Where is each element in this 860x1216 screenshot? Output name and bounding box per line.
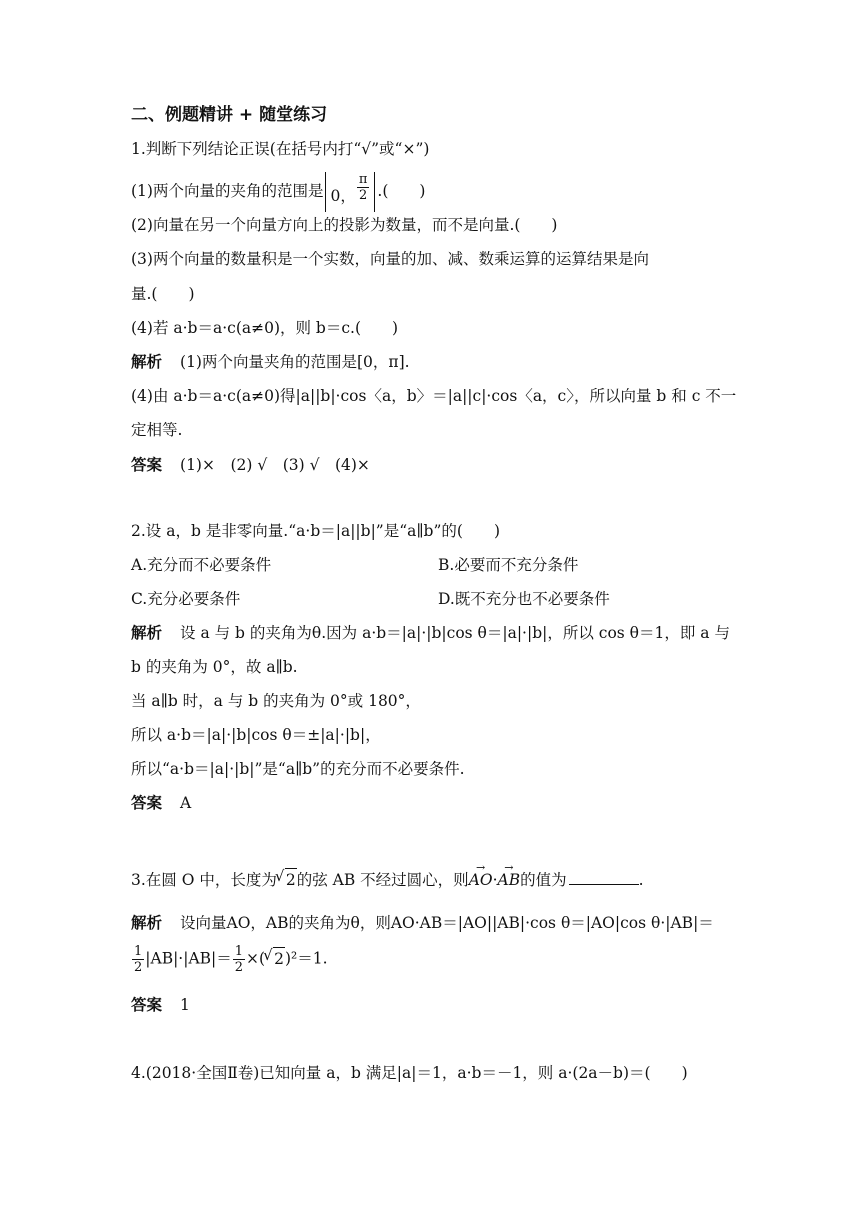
q2-option-b: B.必要而不充分条件 — [438, 556, 579, 574]
answer-label: 答案 — [131, 996, 163, 1014]
q1-statement-1 — [131, 172, 425, 212]
frac-den: 2 — [134, 960, 143, 975]
q3-analysis-text4: )²＝1. — [284, 949, 328, 968]
answer-label: 答案 — [131, 794, 163, 812]
q2-answer — [131, 792, 191, 814]
interval-left: 0， — [330, 186, 356, 205]
q2-analysis-line2: b 的夹角为 0°，故 a∥b. — [131, 658, 298, 676]
answer-blank — [569, 868, 639, 885]
q1-s1-prefix: (1)两个向量的夹角的范围是 — [131, 182, 324, 200]
q3-analysis-line1 — [131, 912, 714, 934]
q1-s1-suffix: .( ) — [377, 182, 426, 200]
sqrt-2: √ 2 — [285, 868, 297, 891]
q3-stem-mid: 的弦 AB 不经过圆心，则 — [296, 871, 469, 889]
q4-stem: 4.(2018·全国Ⅱ卷)已知向量 a，b 满足|a|＝1，a·b＝－1，则 a·(2a－b)＝( ) — [131, 1064, 688, 1082]
q2-analysis-line5: 所以“a·b＝|a|·|b|”是“a∥b”的充分而不必要条件. — [131, 760, 465, 778]
q3-analysis-text2: |AB|·|AB|＝ — [145, 949, 232, 968]
q2-option-a: A.充分而不必要条件 — [131, 556, 272, 574]
q2-option-c: C.充分必要条件 — [131, 590, 241, 608]
pi-half-fraction — [357, 172, 370, 203]
q1-statement-3b: 量.( ) — [131, 285, 195, 303]
analysis-label: 解析 — [131, 353, 163, 371]
half-fraction — [132, 944, 144, 975]
q1-statement-2: (2)向量在另一个向量方向上的投影为数量，而不是向量.( ) — [131, 216, 558, 234]
q3-analysis-text3: ×( — [246, 949, 266, 968]
frac-den: 2 — [358, 188, 368, 203]
q1-analysis-line1 — [131, 351, 410, 373]
half-fraction-2 — [233, 944, 245, 975]
q3-stem-suffix: 的值为 — [520, 871, 567, 889]
frac-den: 2 — [234, 960, 244, 975]
analysis-label: 解析 — [131, 624, 163, 642]
q2-analysis-line4: 所以 a·b＝|a|·|b|cos θ＝±|a|·|b|， — [131, 726, 381, 744]
q3-answer-text: 1 — [180, 996, 190, 1014]
vector-ao: AO → — [469, 869, 493, 891]
q1-stem: 1.判断下列结论正误(在括号内打“√”或“×”) — [131, 140, 430, 158]
q3-analysis-line2 — [131, 944, 328, 975]
q2-analysis-line3: 当 a∥b 时，a 与 b 的夹角为 0°或 180°， — [131, 692, 421, 710]
analysis-label: 解析 — [131, 914, 163, 932]
interval-bracket — [325, 172, 375, 212]
q2-option-d: D.既不充分也不必要条件 — [438, 590, 610, 608]
q1-answer-text: (1)× (2) √ (3) √ (4)× — [180, 456, 370, 474]
q3-analysis-text1: 设向量AO，AB的夹角为θ，则AO·AB＝|AO||AB|·cos θ＝|AO|cos θ·|AB|＝ — [180, 914, 714, 932]
answer-label: 答案 — [131, 456, 163, 474]
vector-ab: AB → — [498, 869, 521, 891]
q1-statement-4: (4)若 a·b＝a·c(a≠0)，则 b＝c.( ) — [131, 319, 399, 337]
frac-num: 1 — [234, 944, 244, 959]
q1-analysis-line3: 定相等. — [131, 421, 183, 439]
frac-num: π — [358, 172, 368, 187]
q3-stem-prefix: 3.在圆 O 中，长度为 — [131, 871, 277, 889]
frac-num: 1 — [134, 944, 143, 959]
q2-stem: 2.设 a，b 是非零向量.“a·b＝|a||b|”是“a∥b”的( ) — [131, 522, 500, 540]
q3-stem — [131, 868, 644, 891]
q1-statement-3a: (3)两个向量的数量积是一个实数，向量的加、减、数乘运算的运算结果是向 — [131, 250, 649, 268]
sqrt-2: √ 2 — [273, 947, 285, 970]
section-heading: 二、例题精讲 + 随堂练习 — [131, 105, 328, 125]
q1-analysis-text1: (1)两个向量夹角的范围是[0，π]. — [180, 353, 410, 371]
dot-operator: · — [492, 871, 498, 889]
q2-analysis-line1 — [131, 622, 730, 644]
q3-answer — [131, 994, 190, 1016]
q1-answer — [131, 454, 370, 476]
q2-answer-text: A — [180, 794, 192, 812]
q1-analysis-line2: (4)由 a·b＝a·c(a≠0)得|a||b|·cos〈a，b〉＝|a||c|·cos〈a，c〉，所以向量 b 和 c 不一 — [131, 387, 737, 405]
q3-stem-end: . — [638, 871, 644, 889]
q2-analysis-text1: 设 a 与 b 的夹角为θ.因为 a·b＝|a|·|b|cos θ＝|a|·|b|，所以 cos θ＝1，即 a 与 — [180, 624, 730, 642]
